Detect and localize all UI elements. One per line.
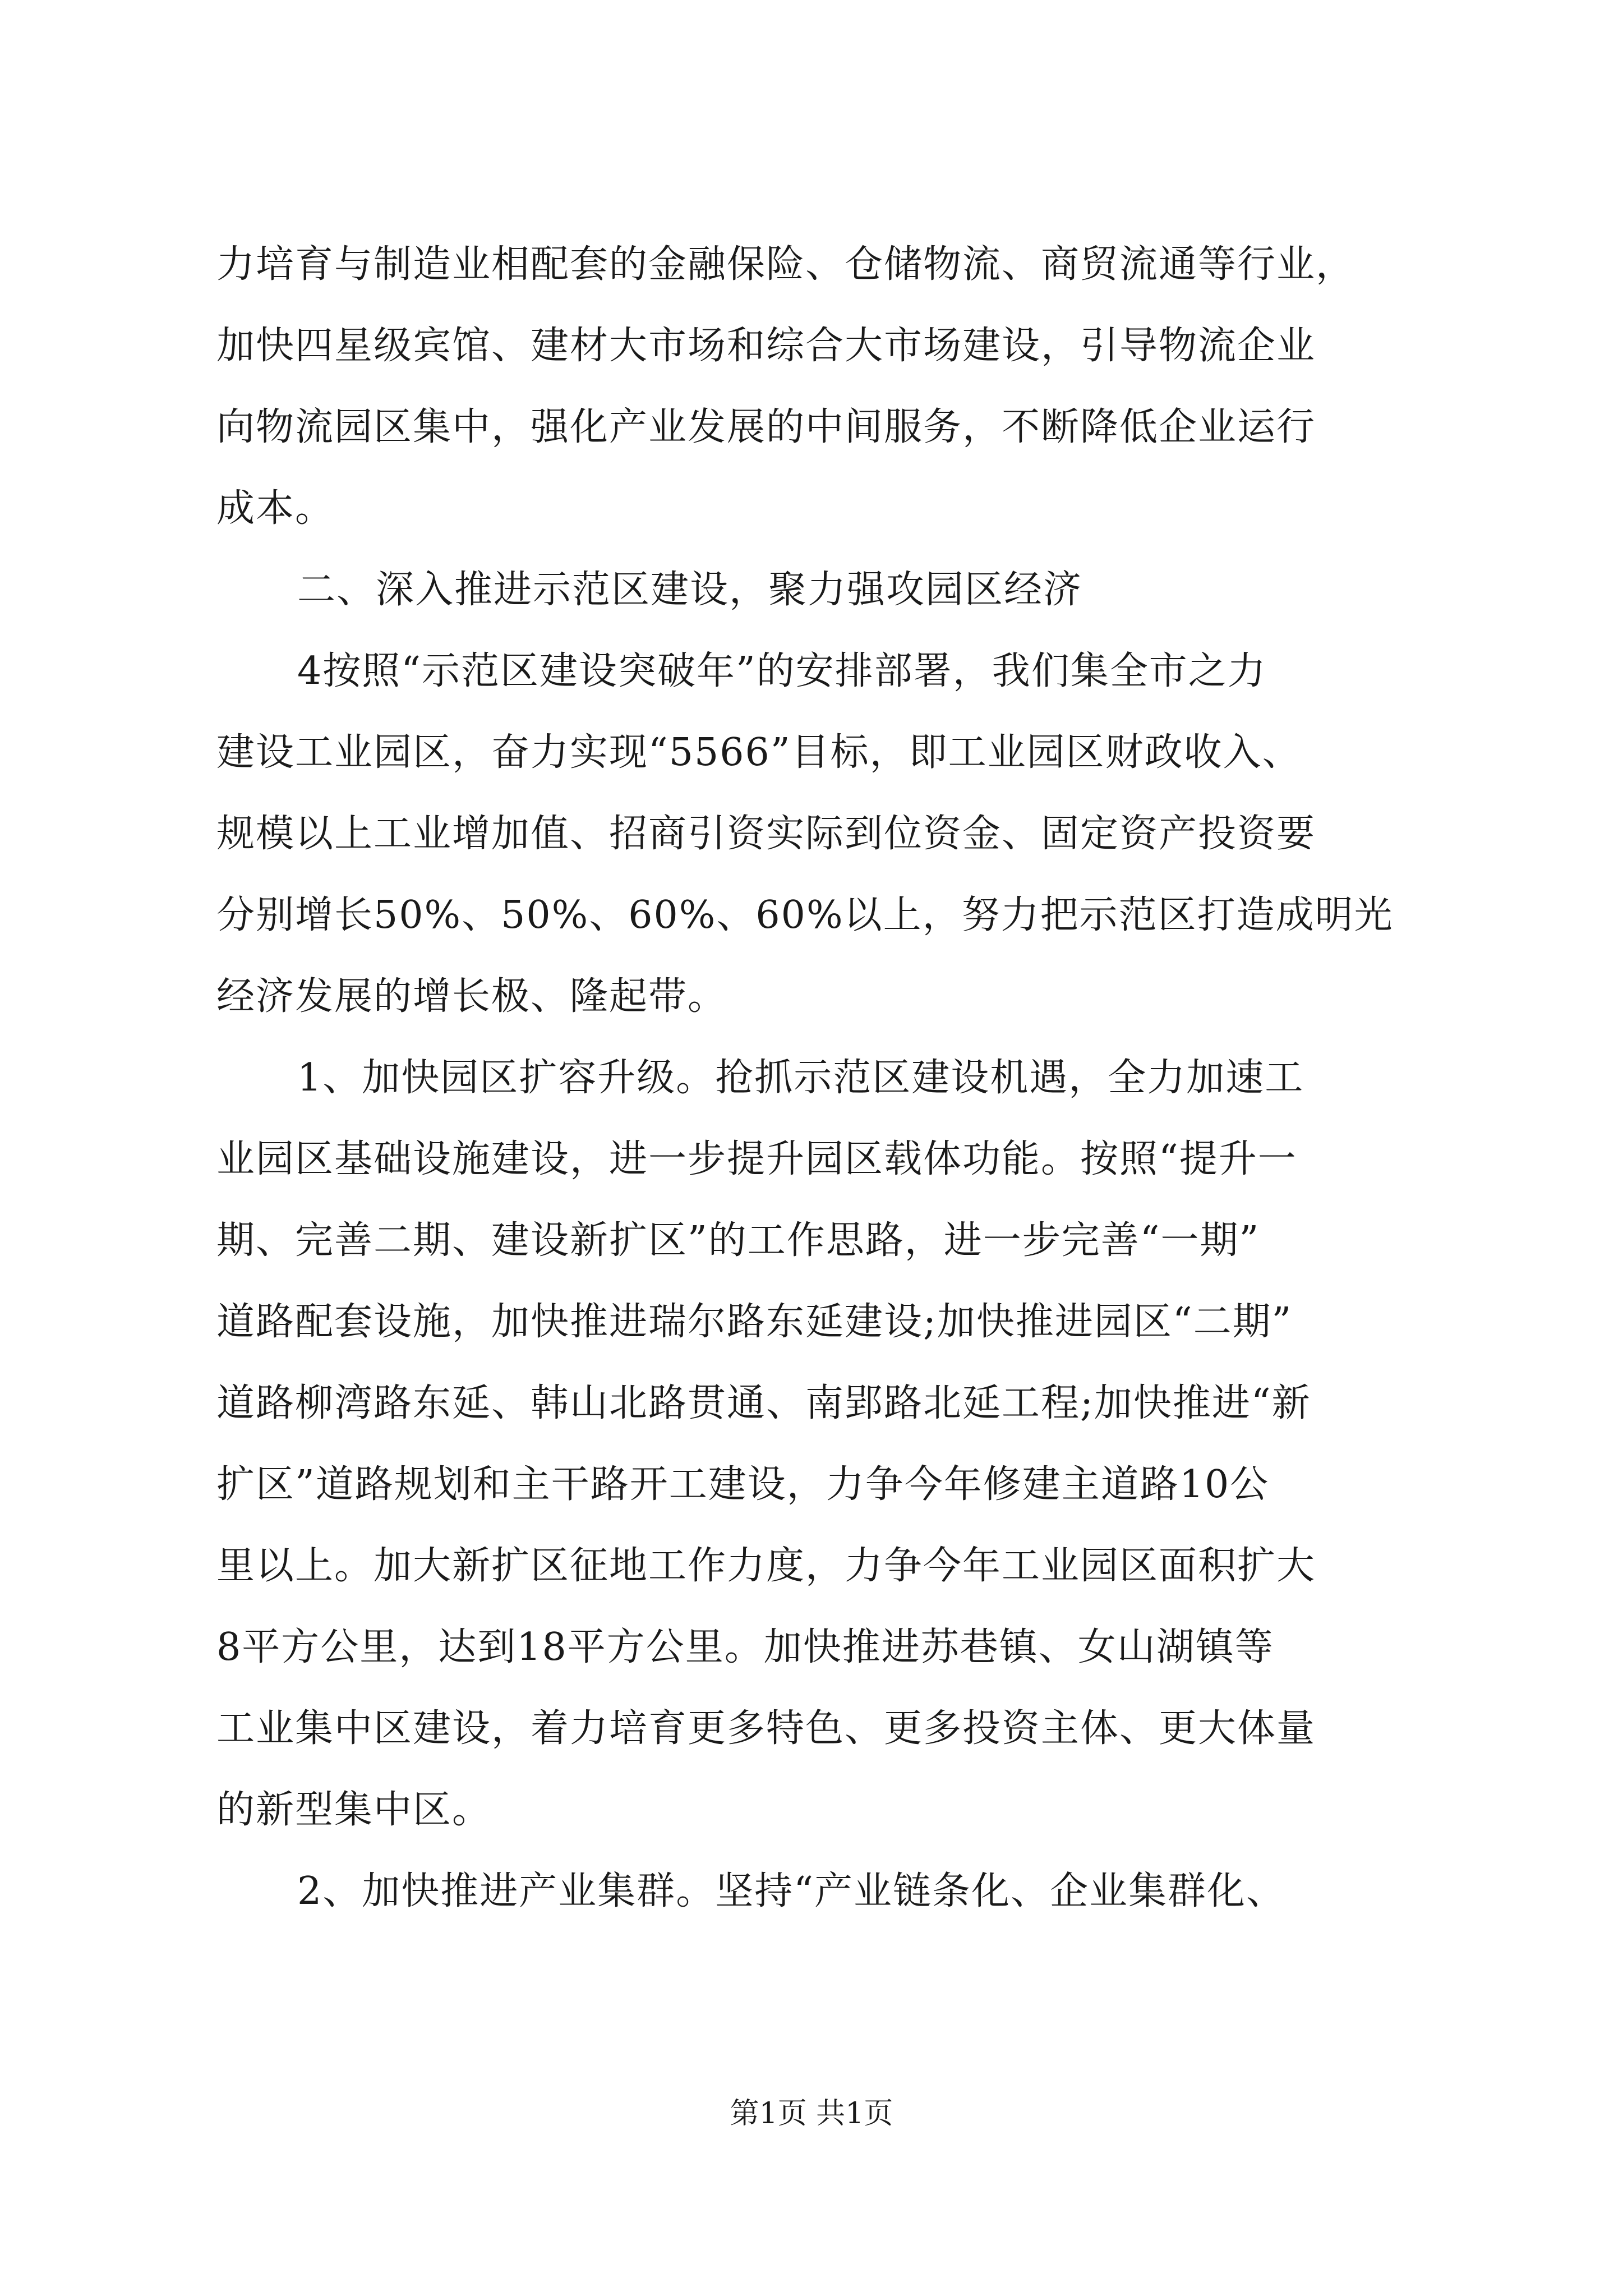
text-line: 加快四星级宾馆、建材大市场和综合大市场建设，引导物流企业	[216, 324, 1316, 368]
text-line: 道路柳湾路东延、韩山北路贯通、南郢路北延工程;加快推进“新	[216, 1381, 1311, 1425]
text-line: 1、加快园区扩容升级。抢抓示范区建设机遇，全力加速工	[297, 1056, 1304, 1100]
text-line: 分别增长50%、50%、60%、60%以上，努力把示范区打造成明光	[216, 893, 1394, 937]
text-line: 期、完善二期、建设新扩区”的工作思路，进一步完善“一期”	[216, 1218, 1260, 1263]
text-line: 向物流园区集中，强化产业发展的中间服务，不断降低企业运行	[216, 405, 1316, 449]
text-line: 规模以上工业增加值、招商引资实际到位资金、固定资产投资要	[216, 812, 1316, 856]
text-line: 2、加快推进产业集群。坚持“产业链条化、企业集群化、	[297, 1869, 1286, 1913]
text-line: 成本。	[216, 486, 335, 531]
text-line: 建设工业园区，奋力实现“5566”目标，即工业园区财政收入、	[216, 730, 1302, 775]
page-footer: 第1页 共1页	[730, 2097, 893, 2131]
text-line: 业园区基础设施建设，进一步提升园区载体功能。按照“提升一	[216, 1137, 1297, 1181]
text-line: 力培育与制造业相配套的金融保险、仓储物流、商贸流通等行业，	[216, 242, 1355, 287]
text-line: 4按照“示范区建设突破年”的安排部署，我们集全市之力	[297, 649, 1267, 693]
text-line: 工业集中区建设，着力培育更多特色、更多投资主体、更大体量	[216, 1706, 1316, 1751]
text-line: 扩区”道路规划和主干路开工建设，力争今年修建主道路10公	[216, 1462, 1270, 1507]
text-line: 的新型集中区。	[216, 1788, 492, 1832]
section-heading: 二、深入推进示范区建设，聚力强攻园区经济	[297, 568, 1083, 612]
text-line: 道路配套设施，加快推进瑞尔路东延建设;加快推进园区“二期”	[216, 1300, 1293, 1344]
text-line: 里以上。加大新扩区征地工作力度，力争今年工业园区面积扩大	[216, 1544, 1316, 1588]
text-line: 8平方公里，达到18平方公里。加快推进苏巷镇、女山湖镇等	[216, 1625, 1274, 1669]
text-line: 经济发展的增长极、隆起带。	[216, 974, 727, 1019]
